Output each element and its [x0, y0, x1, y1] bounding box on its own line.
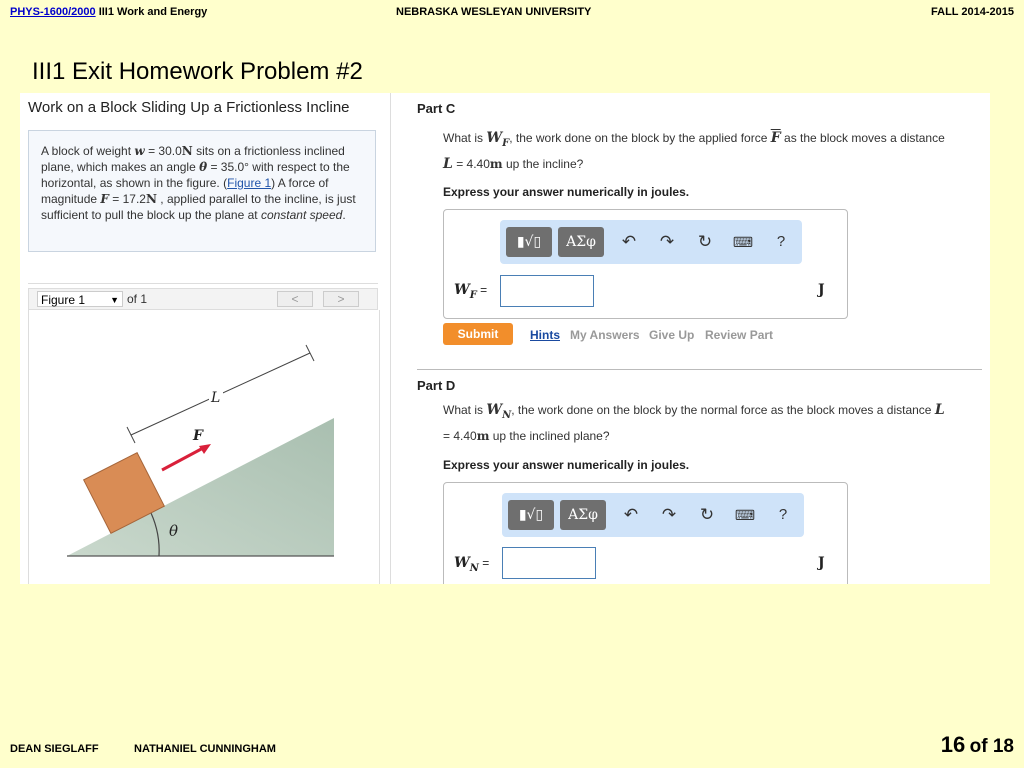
undo-icon[interactable]: ↶: [623, 505, 639, 524]
term-label: FALL 2014-2015: [931, 6, 1014, 18]
slide-title: III1 Exit Homework Problem #2: [32, 58, 363, 85]
reset-icon[interactable]: ↻: [697, 232, 713, 251]
part-c-question: What is $W_F$, the work done on the block by the applied force $\overline{F}$ as the block moves a distance L = 4.40m up the incline?: [443, 130, 945, 172]
prev-figure-button[interactable]: <: [277, 291, 313, 307]
problem-statement: A block of weight w = 30.0N sits on a frictionless inclined plane, which makes an angle θ = 35.0° with respect to the horizontal, as shown in the figure. (Figure 1) A force of magnitude F = 17.2N , applied parallel to the incline, is just sufficient to pull the block up the plane at constant speed.: [28, 130, 376, 252]
templates-button[interactable]: ▮√▯: [506, 227, 552, 257]
redo-icon[interactable]: ↷: [659, 232, 675, 251]
reset-icon[interactable]: ↻: [699, 505, 715, 524]
part-d-title: Part D: [417, 378, 456, 393]
give-up-link[interactable]: Give Up: [649, 328, 695, 342]
help-button[interactable]: ?: [778, 506, 788, 523]
greek-button[interactable]: ΑΣφ: [560, 500, 606, 530]
divider: [28, 283, 378, 284]
templates-button[interactable]: ▮√▯: [508, 500, 554, 530]
course-link[interactable]: PHYS-1600/2000: [10, 6, 96, 18]
submit-button[interactable]: Submit: [443, 323, 513, 345]
page-number: 16 of 18: [940, 732, 1014, 757]
topic-label: III1 Work and Energy: [98, 6, 208, 18]
force-label: F: [193, 428, 203, 444]
part-d-question: What is $W_N$, the work done on the block by the normal force as the block moves a distance L = 4.40m up the inclined plane?: [443, 402, 945, 443]
figure-count: of 1: [127, 292, 148, 306]
incline-figure: [29, 310, 379, 584]
keyboard-icon[interactable]: ⌨: [734, 507, 756, 523]
my-answers-link[interactable]: My Answers: [570, 328, 640, 342]
author-2: NATHANIEL CUNNINGHAM: [134, 743, 276, 755]
part-d-answer-box: [443, 482, 848, 584]
figure-area: [28, 310, 380, 584]
part-d-answer-input[interactable]: [502, 547, 596, 579]
university-label: NEBRASKA WESLEYAN UNIVERSITY: [396, 6, 592, 18]
part-c-answer-box: [443, 209, 848, 319]
part-divider: [417, 369, 982, 370]
part-d-instructions: Express your answer numerically in joules.: [443, 458, 690, 472]
math-toolbar: [502, 493, 804, 537]
author-1: DEAN SIEGLAFF: [10, 743, 99, 755]
part-d-variable-label: $W_N$ =: [454, 555, 490, 574]
keyboard-icon[interactable]: ⌨: [732, 234, 754, 250]
greek-button[interactable]: ΑΣφ: [558, 227, 604, 257]
problem-title: Work on a Block Sliding Up a Frictionless Incline: [28, 99, 350, 116]
distance-label: L: [211, 390, 221, 406]
answer-pane: [391, 93, 990, 584]
figure-link[interactable]: Figure 1: [227, 176, 272, 190]
review-part-link[interactable]: Review Part: [705, 328, 774, 342]
hints-link[interactable]: Hints: [530, 328, 560, 342]
figure-toolbar: [28, 288, 378, 310]
part-c-variable-label: $W_F$ =: [454, 282, 488, 301]
part-c-answer-input[interactable]: [500, 275, 594, 307]
part-d-unit: J: [818, 555, 825, 571]
theta-label: θ: [169, 522, 179, 540]
header-left: [10, 6, 207, 18]
help-button[interactable]: ?: [776, 233, 786, 250]
redo-icon[interactable]: ↷: [661, 505, 677, 524]
next-figure-button[interactable]: >: [323, 291, 359, 307]
part-c-unit: J: [818, 282, 825, 298]
screenshot-panel: [20, 93, 990, 584]
undo-icon[interactable]: ↶: [621, 232, 637, 251]
force-arrow: [162, 447, 205, 470]
part-c-title: Part C: [417, 101, 456, 116]
problem-pane: [20, 93, 390, 584]
dropdown-arrow-icon: ▼: [110, 295, 119, 305]
figure-select[interactable]: Figure 1 ▼: [37, 291, 123, 307]
math-toolbar: [500, 220, 802, 264]
part-c-instructions: Express your answer numerically in joules.: [443, 185, 690, 199]
